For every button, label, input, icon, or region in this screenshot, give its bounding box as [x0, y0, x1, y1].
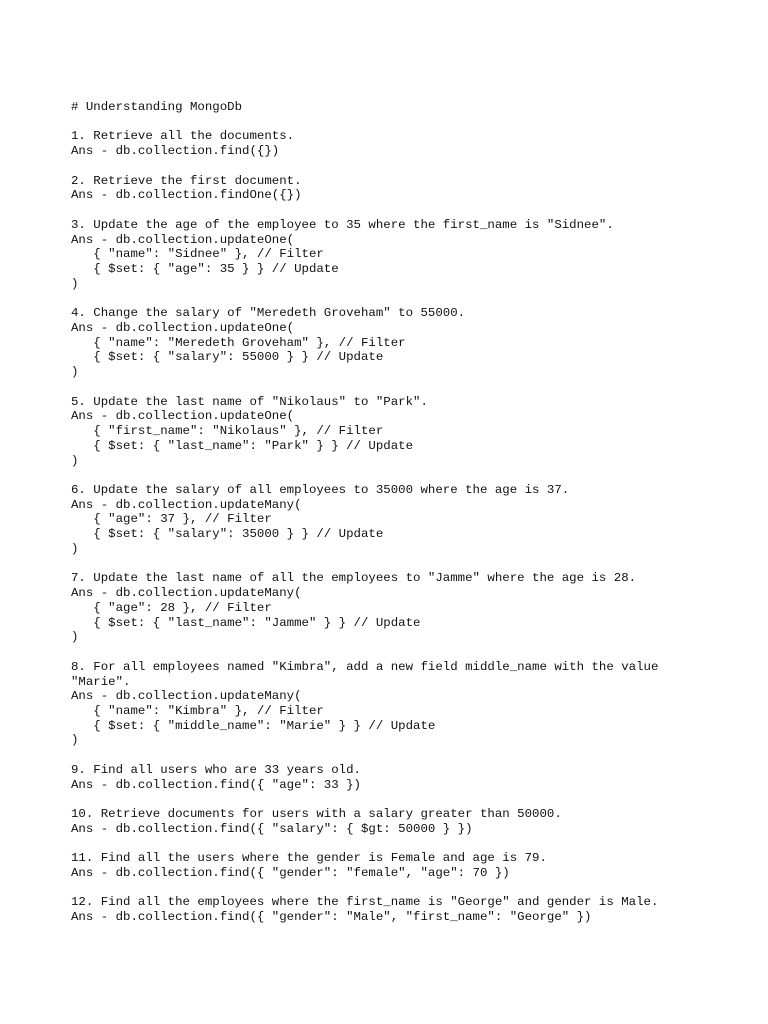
- question-text: 8. For all employees named "Kimbra", add a new field middle_name with the value: [71, 659, 659, 674]
- answer-code-line: { $set: { "last_name": "Jamme" } } // Update: [71, 615, 421, 630]
- blank-line: [71, 115, 731, 130]
- answer-code-line: Ans - db.collection.updateMany(: [71, 586, 302, 601]
- qa-item: [71, 483, 731, 557]
- blank-line: [71, 380, 731, 395]
- answer-code-line: ): [71, 541, 79, 556]
- qa-item: [71, 763, 731, 792]
- answer-code-line: Ans - db.collection.find({ "age": 33 }): [71, 777, 361, 792]
- answer-code-line: Ans - db.collection.updateOne(: [71, 320, 295, 335]
- question-text: 12. Find all the employees where the first_name is "George" and gender is Male.: [71, 895, 659, 910]
- blank-line: [71, 881, 731, 896]
- blank-line: [71, 645, 731, 660]
- answer-code-line: { $set: { "salary": 55000 } } // Update: [71, 350, 384, 365]
- qa-item: [71, 306, 731, 380]
- answer-code-line: Ans - db.collection.updateOne(: [71, 409, 295, 424]
- question-text: 1. Retrieve all the documents.: [71, 129, 295, 144]
- qa-item: [71, 660, 731, 748]
- qa-item: [71, 174, 731, 203]
- answer-code-line: ): [71, 365, 79, 380]
- question-text: 2. Retrieve the first document.: [71, 173, 302, 188]
- question-text: 6. Update the salary of all employees to 35000 where the age is 37.: [71, 483, 570, 497]
- question-text: 7. Update the last name of all the employees to "Jamme" where the age is 28.: [71, 571, 637, 586]
- answer-code-line: Ans - db.collection.updateMany(: [71, 497, 302, 512]
- blank-line: [71, 292, 731, 307]
- qa-item: [71, 129, 731, 158]
- blank-line: [71, 159, 731, 174]
- qa-item: [71, 807, 731, 836]
- qa-item: [71, 851, 731, 880]
- question-text: 11. Find all the users where the gender is Female and age is 79.: [71, 851, 547, 866]
- blank-line: [71, 792, 731, 807]
- document-page: [71, 100, 731, 925]
- blank-line: [71, 557, 731, 572]
- question-text: 10. Retrieve documents for users with a salary greater than 50000.: [71, 807, 562, 822]
- qa-item: [71, 571, 731, 645]
- blank-line: [71, 837, 731, 852]
- qa-item: [71, 395, 731, 469]
- answer-code-line: { "name": "Sidnee" }, // Filter: [71, 247, 324, 262]
- answer-code-line: Ans - db.collection.find({ "salary": { $gt: 50000 } }): [71, 821, 473, 836]
- answer-code-line: { "name": "Kimbra" }, // Filter: [71, 703, 324, 718]
- question-text: 3. Update the age of the employee to 35 where the first_name is "Sidnee".: [71, 217, 614, 232]
- answer-code-line: { $set: { "last_name": "Park" } } // Update: [71, 438, 414, 453]
- question-text: 4. Change the salary of "Meredeth Groveham" to 55000.: [71, 306, 466, 321]
- qa-list: [71, 129, 731, 924]
- answer-code-line: ): [71, 453, 79, 468]
- answer-code-line: Ans - db.collection.findOne({}): [71, 188, 302, 203]
- question-text: 9. Find all users who are 33 years old.: [71, 762, 361, 777]
- blank-line: [71, 468, 731, 483]
- qa-item: [71, 895, 731, 924]
- answer-code-line: { "name": "Meredeth Groveham" }, // Filter: [71, 335, 406, 350]
- answer-code-line: ): [71, 276, 79, 291]
- question-text: 5. Update the last name of "Nikolaus" to "Park".: [71, 394, 428, 409]
- answer-code-line: Ans - db.collection.find({}): [71, 144, 280, 159]
- document-title: # Understanding MongoDb: [71, 100, 243, 114]
- answer-code-line: { $set: { "middle_name": "Marie" } } // Update: [71, 718, 436, 733]
- answer-code-line: { $set: { "salary": 35000 } } // Update: [71, 527, 384, 542]
- blank-line: [71, 748, 731, 763]
- answer-code-line: Ans - db.collection.find({ "gender": "Male", "first_name": "George" }): [71, 910, 592, 925]
- qa-item: [71, 218, 731, 292]
- answer-code-line: { "age": 37 }, // Filter: [71, 512, 272, 527]
- answer-code-line: Ans - db.collection.find({ "gender": "female", "age": 70 }): [71, 866, 510, 881]
- question-text: "Marie".: [71, 674, 131, 689]
- answer-code-line: Ans - db.collection.updateOne(: [71, 232, 295, 247]
- blank-line: [71, 203, 731, 218]
- answer-code-line: { "age": 28 }, // Filter: [71, 600, 272, 615]
- answer-code-line: { "first_name": "Nikolaus" }, // Filter: [71, 424, 384, 439]
- answer-code-line: { $set: { "age": 35 } } // Update: [71, 262, 339, 277]
- answer-code-line: ): [71, 733, 79, 748]
- answer-code-line: Ans - db.collection.updateMany(: [71, 689, 302, 704]
- answer-code-line: ): [71, 630, 79, 645]
